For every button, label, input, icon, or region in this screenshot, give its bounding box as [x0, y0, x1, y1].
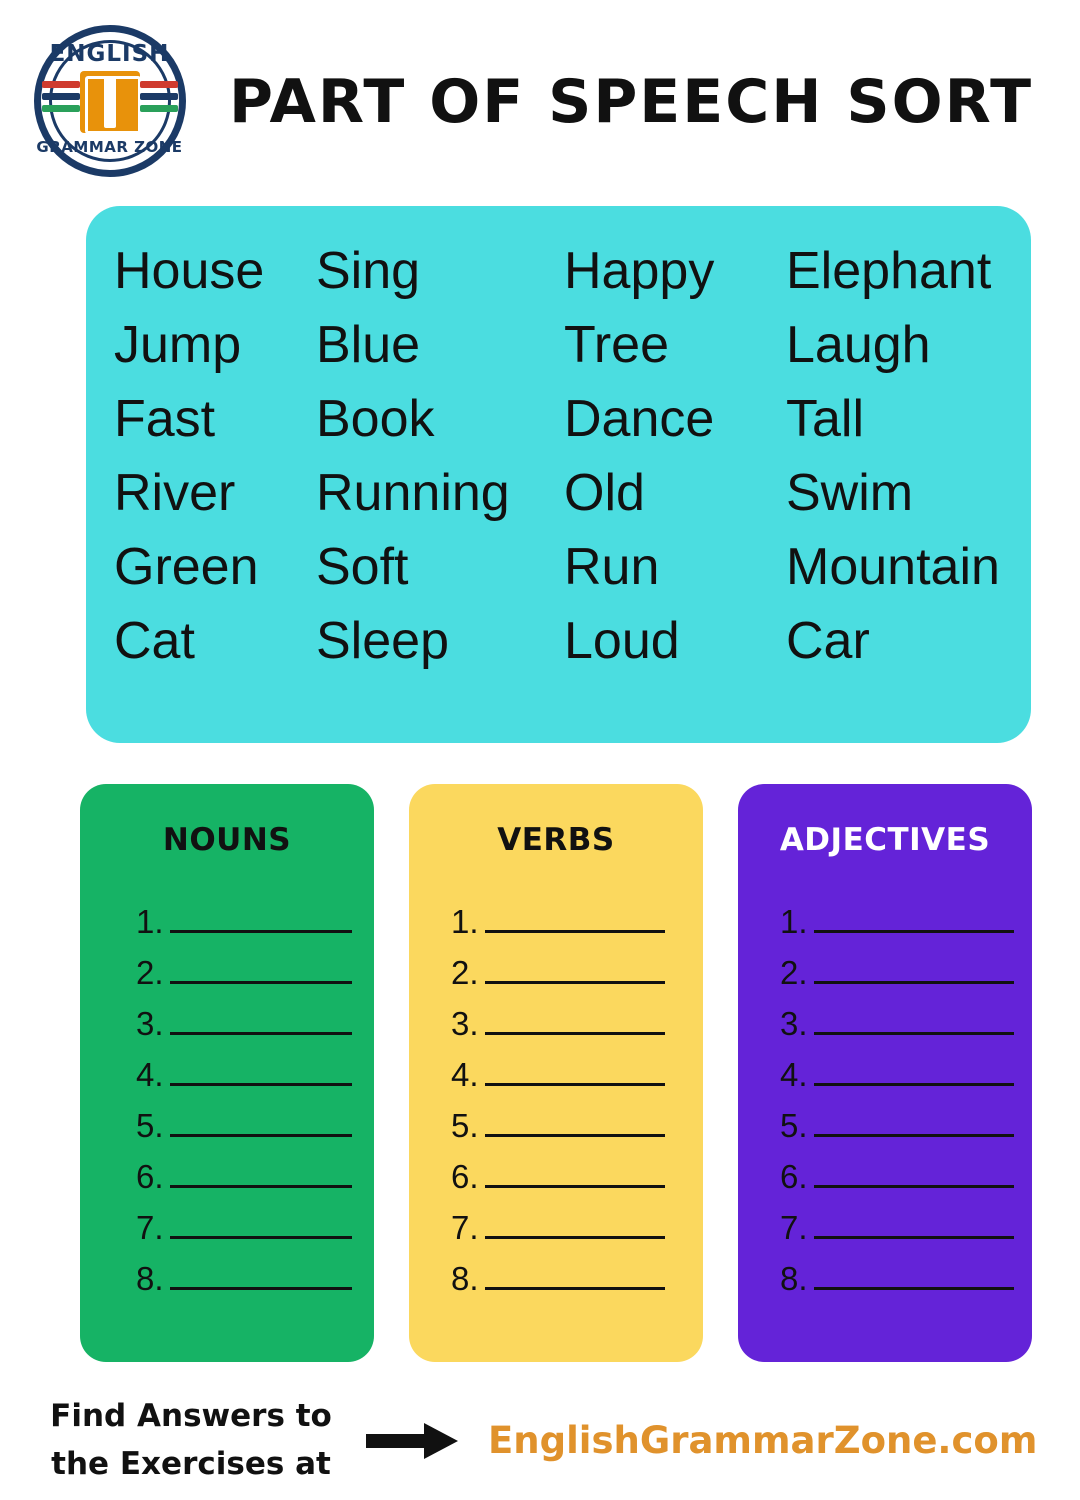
line-number: 3.	[780, 1005, 808, 1042]
logo-top-word: ENGLISH	[49, 41, 170, 67]
line-number: 6.	[780, 1158, 808, 1195]
logo-bars-left	[42, 81, 80, 123]
write-line[interactable]	[814, 930, 1014, 933]
word-item: Run	[564, 538, 660, 596]
word-bank-grid	[114, 234, 1031, 678]
word-item: Happy	[564, 242, 715, 300]
word-item: Blue	[316, 316, 421, 374]
line-number: 8.	[780, 1260, 808, 1297]
category-title: NOUNS	[162, 822, 292, 858]
word-item: Laugh	[786, 316, 931, 374]
category-adjectives	[738, 784, 1032, 1362]
word-item: Soft	[316, 538, 409, 596]
word-item: Sing	[316, 242, 421, 300]
word-item: Tree	[564, 316, 669, 374]
footer-line-1: Find Answers to	[50, 1398, 332, 1434]
answer-lines-verbs	[409, 890, 703, 1298]
write-line[interactable]	[170, 1236, 352, 1239]
answer-line[interactable]	[780, 890, 1032, 941]
write-line[interactable]	[814, 1287, 1014, 1290]
line-number: 6.	[451, 1158, 479, 1195]
category-nouns	[80, 784, 374, 1362]
page-header	[0, 14, 1080, 189]
word-item: Jump	[114, 316, 242, 374]
word-bank-panel	[86, 206, 1031, 743]
logo-bottom-word: GRAMMAR ZONE	[36, 138, 183, 156]
answer-line[interactable]	[136, 1145, 374, 1196]
word-item: House	[114, 242, 265, 300]
answer-line[interactable]	[780, 1145, 1032, 1196]
answer-line[interactable]	[451, 1145, 703, 1196]
write-line[interactable]	[814, 1134, 1014, 1137]
write-line[interactable]	[170, 981, 352, 984]
answer-line[interactable]	[136, 1196, 374, 1247]
answer-line[interactable]	[451, 1247, 703, 1298]
write-line[interactable]	[170, 1134, 352, 1137]
write-line[interactable]	[814, 981, 1014, 984]
write-line[interactable]	[485, 1134, 665, 1137]
word-item: Loud	[564, 612, 680, 670]
write-line[interactable]	[170, 1032, 352, 1035]
answer-line[interactable]	[451, 1043, 703, 1094]
category-columns	[80, 784, 1032, 1362]
answer-line[interactable]	[451, 1196, 703, 1247]
write-line[interactable]	[485, 981, 665, 984]
word-item: Running	[316, 464, 510, 522]
word-item: Old	[564, 464, 645, 522]
line-number: 2.	[136, 954, 164, 991]
right-arrow-icon	[366, 1423, 476, 1457]
category-verbs	[409, 784, 703, 1362]
word-item: Mountain	[786, 538, 1000, 596]
answer-line[interactable]	[780, 941, 1032, 992]
line-number: 1.	[136, 903, 164, 940]
write-line[interactable]	[170, 930, 352, 933]
line-number: 5.	[780, 1107, 808, 1144]
write-line[interactable]	[485, 1185, 665, 1188]
answer-line[interactable]	[136, 941, 374, 992]
line-number: 7.	[136, 1209, 164, 1246]
line-number: 3.	[136, 1005, 164, 1042]
word-item: Sleep	[316, 612, 449, 670]
line-number: 7.	[451, 1209, 479, 1246]
write-line[interactable]	[814, 1032, 1014, 1035]
word-item: Car	[786, 612, 870, 670]
answer-line[interactable]	[451, 890, 703, 941]
answer-line[interactable]	[451, 992, 703, 1043]
answer-line[interactable]	[136, 890, 374, 941]
write-line[interactable]	[814, 1083, 1014, 1086]
write-line[interactable]	[170, 1185, 352, 1188]
write-line[interactable]	[814, 1236, 1014, 1239]
line-number: 4.	[451, 1056, 479, 1093]
line-number: 1.	[780, 903, 808, 940]
write-line[interactable]	[485, 1287, 665, 1290]
word-item: Book	[316, 390, 435, 448]
footer-line-2: the Exercises at	[51, 1446, 331, 1482]
line-number: 8.	[451, 1260, 479, 1297]
line-number: 4.	[780, 1056, 808, 1093]
word-item: Green	[114, 538, 259, 596]
write-line[interactable]	[485, 930, 665, 933]
write-line[interactable]	[485, 1032, 665, 1035]
open-book-icon	[80, 71, 140, 133]
line-number: 2.	[780, 954, 808, 991]
line-number: 7.	[780, 1209, 808, 1246]
answer-line[interactable]	[451, 941, 703, 992]
word-item: Cat	[114, 612, 195, 670]
answer-line[interactable]	[780, 992, 1032, 1043]
category-title: VERBS	[497, 822, 615, 858]
answer-line[interactable]	[780, 1247, 1032, 1298]
answer-line[interactable]	[136, 1043, 374, 1094]
word-item: Swim	[786, 464, 914, 522]
answer-line[interactable]	[780, 1094, 1032, 1145]
website-link[interactable]: EnglishGrammarZone.com	[488, 1418, 1038, 1462]
footer-call-to-action	[26, 1392, 356, 1488]
line-number: 1.	[451, 903, 479, 940]
answer-line[interactable]	[780, 1196, 1032, 1247]
category-title: ADJECTIVES	[779, 822, 991, 858]
write-line[interactable]	[170, 1287, 352, 1290]
answer-lines-nouns	[80, 890, 374, 1298]
page-title: PART OF SPEECH SORT	[229, 66, 1034, 137]
line-number: 5.	[136, 1107, 164, 1144]
word-item: Fast	[114, 390, 216, 448]
line-number: 6.	[136, 1158, 164, 1195]
line-number: 3.	[451, 1005, 479, 1042]
line-number: 8.	[136, 1260, 164, 1297]
write-line[interactable]	[485, 1236, 665, 1239]
word-item: River	[114, 464, 236, 522]
line-number: 4.	[136, 1056, 164, 1093]
word-item: Dance	[564, 390, 715, 448]
write-line[interactable]	[814, 1185, 1014, 1188]
write-line[interactable]	[485, 1083, 665, 1086]
answer-lines-adjectives	[738, 890, 1032, 1298]
logo	[22, 19, 197, 184]
answer-line[interactable]	[451, 1094, 703, 1145]
word-item: Tall	[786, 390, 865, 448]
answer-line[interactable]	[136, 992, 374, 1043]
answer-line[interactable]	[136, 1094, 374, 1145]
answer-line[interactable]	[136, 1247, 374, 1298]
word-item: Elephant	[786, 242, 992, 300]
line-number: 2.	[451, 954, 479, 991]
page-footer	[0, 1380, 1080, 1500]
answer-line[interactable]	[780, 1043, 1032, 1094]
write-line[interactable]	[170, 1083, 352, 1086]
line-number: 5.	[451, 1107, 479, 1144]
logo-bars-right	[140, 81, 178, 123]
